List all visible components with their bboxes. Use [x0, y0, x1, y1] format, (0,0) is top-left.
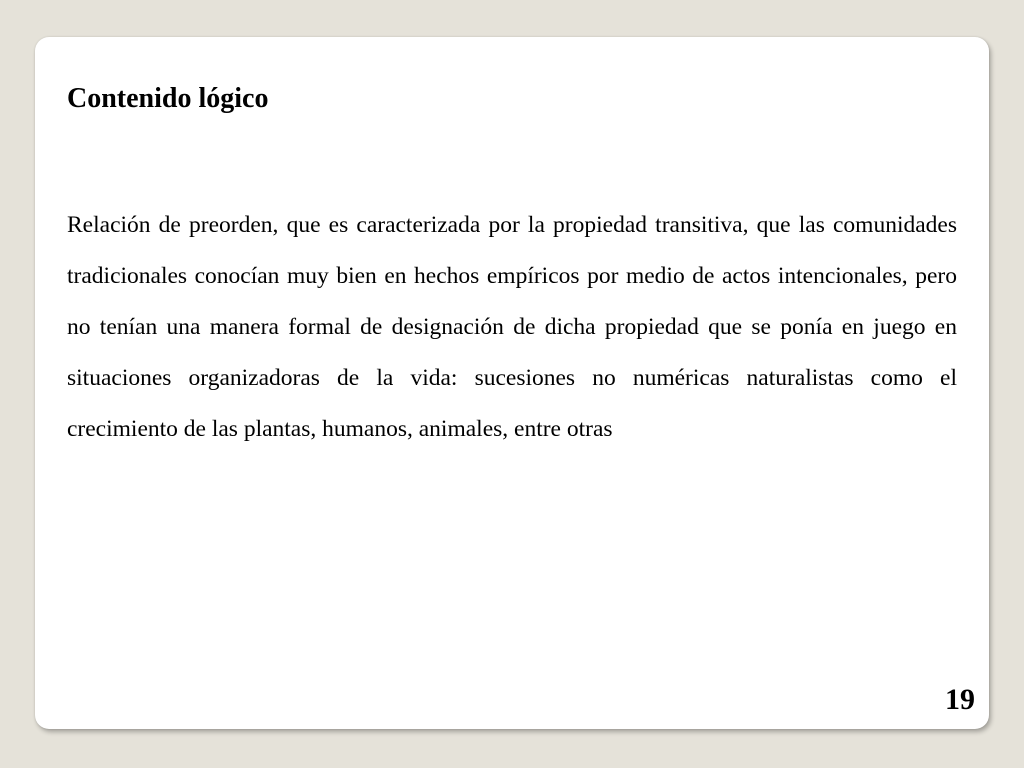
slide-body-text: Relación de preorden, que es caracterizada por la propiedad transitiva, que las comunidades tradicionales conocían muy bien en hechos empíricos por medio de actos intencionales, pero no tenían una manera formal de designación de dicha propiedad que se ponía en juego en situaciones organizadoras de la vida: sucesiones no numéricas naturalistas como el crecimiento de las plantas, humanos, animales, entre otras: [67, 212, 957, 442]
page-number: 19: [945, 683, 975, 716]
slide-title: Contenido lógico: [67, 83, 269, 114]
slide-card: [35, 37, 989, 729]
